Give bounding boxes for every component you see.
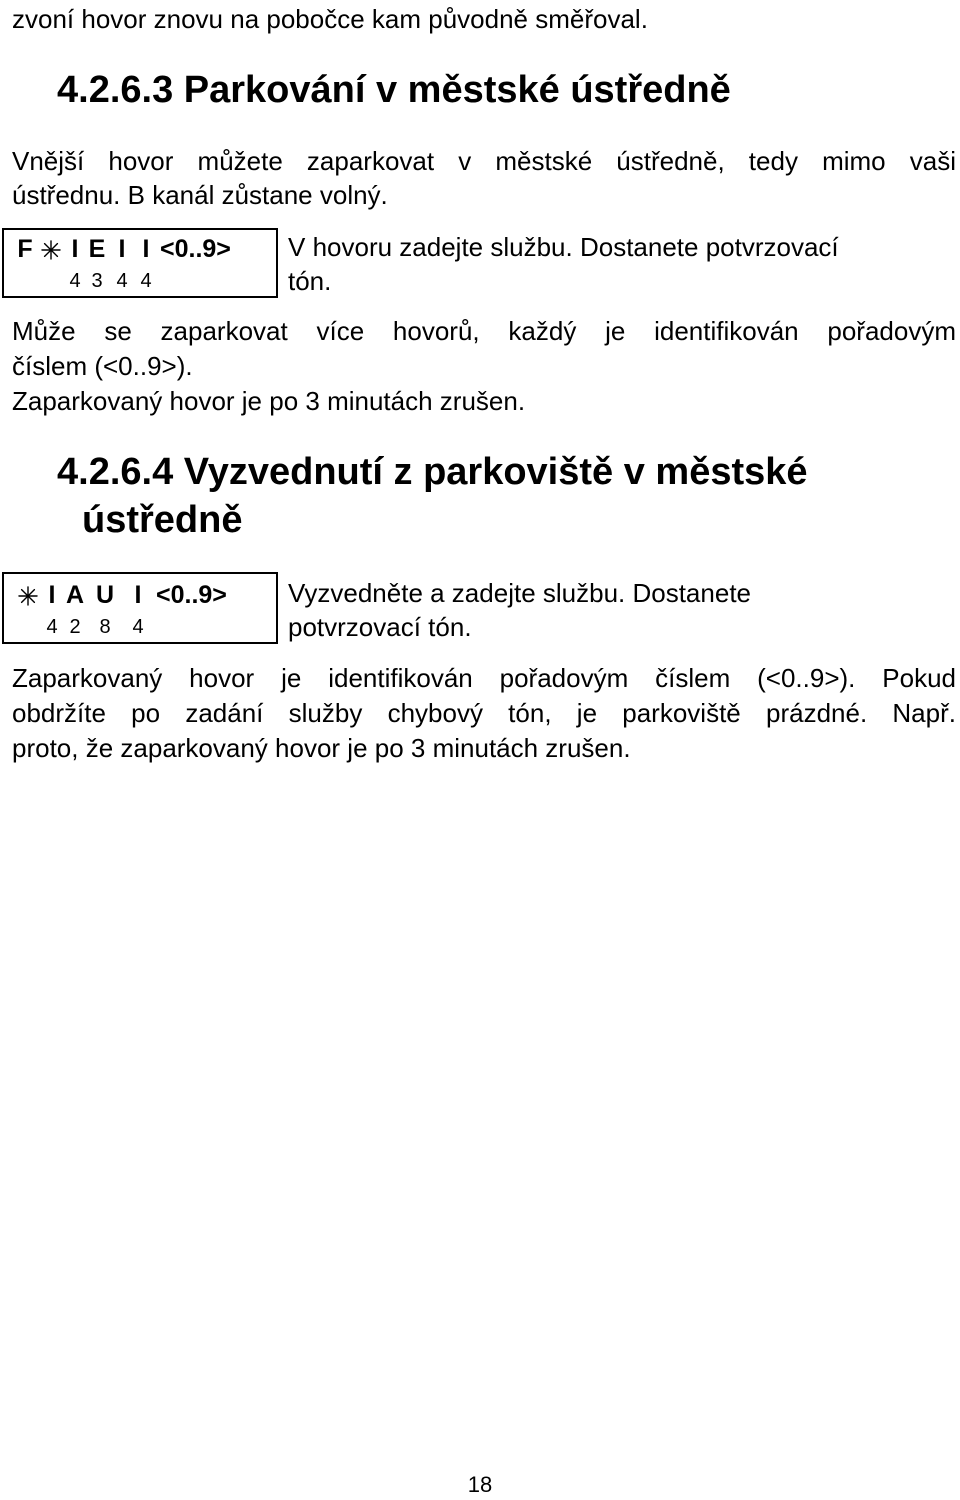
key-digit: 4 <box>46 616 58 638</box>
paragraph-line: obdržíte po zadání služby chybový tón, je parkoviště prázdné. Např. <box>12 698 956 728</box>
instruction-text: potvrzovací tón. <box>288 612 472 642</box>
key-sequence-box-park <box>2 228 278 298</box>
asterisk-key-icon <box>14 580 42 610</box>
key-label: <0..9> <box>160 235 231 263</box>
key-digit: 2 <box>69 616 81 638</box>
paragraph-line: Může se zaparkovat více hovorů, každý je identifikován pořadovým <box>12 316 956 346</box>
key-digit: 8 <box>99 616 111 638</box>
section-heading-4-2-6-3: 4.2.6.3 Parkování v městské ústředně <box>57 69 731 111</box>
paragraph-line: Zaparkovaný hovor je identifikován pořadovým číslem (<0..9>). Pokud <box>12 663 956 693</box>
key-label: I <box>48 581 56 609</box>
section-heading-4-2-6-4-cont: ústředně <box>82 499 243 541</box>
paragraph-line: Zaparkovaný hovor je po 3 minutách zrušen. <box>12 386 526 416</box>
key-digit: 4 <box>132 616 144 638</box>
key-label: I <box>71 235 79 263</box>
key-sequence-digits <box>14 614 154 640</box>
paragraph-line: Vnější hovor můžete zaparkovat v městské ústředně, tedy mimo vaši <box>12 146 956 176</box>
key-label: <0..9> <box>156 581 227 609</box>
key-digit: 4 <box>116 270 128 292</box>
key-label: A <box>65 581 85 609</box>
text-line: zvoní hovor znovu na pobočce kam původně směřoval. <box>12 4 648 34</box>
key-sequence-keys <box>14 234 231 264</box>
section-heading-4-2-6-4: 4.2.6.4 Vyzvednutí z parkoviště v městské <box>57 451 808 493</box>
instruction-text: Vyzvedněte a zadejte službu. Dostanete <box>288 578 751 608</box>
key-sequence-box-pickup <box>2 572 278 644</box>
key-sequence-keys <box>14 580 227 610</box>
page-number: 18 <box>467 1472 493 1497</box>
paragraph-line: číslem (<0..9>). <box>12 351 193 381</box>
key-label: I <box>134 581 142 609</box>
key-label: I <box>118 235 126 263</box>
asterisk-key-icon <box>36 234 66 264</box>
paragraph-line: ústřednu. B kanál zůstane volný. <box>12 180 388 210</box>
instruction-text: V hovoru zadejte službu. Dostanete potvrzovací <box>288 232 839 262</box>
paragraph-line: proto, že zaparkovaný hovor je po 3 minutách zrušen. <box>12 733 631 763</box>
key-label: I <box>142 235 150 263</box>
key-digit: 4 <box>69 270 81 292</box>
key-label: U <box>95 581 115 609</box>
instruction-text: tón. <box>288 266 332 296</box>
key-label: F <box>17 235 33 263</box>
key-label: E <box>88 235 106 263</box>
key-sequence-digits <box>14 268 158 294</box>
key-digit: 3 <box>91 270 103 292</box>
key-digit: 4 <box>140 270 152 292</box>
